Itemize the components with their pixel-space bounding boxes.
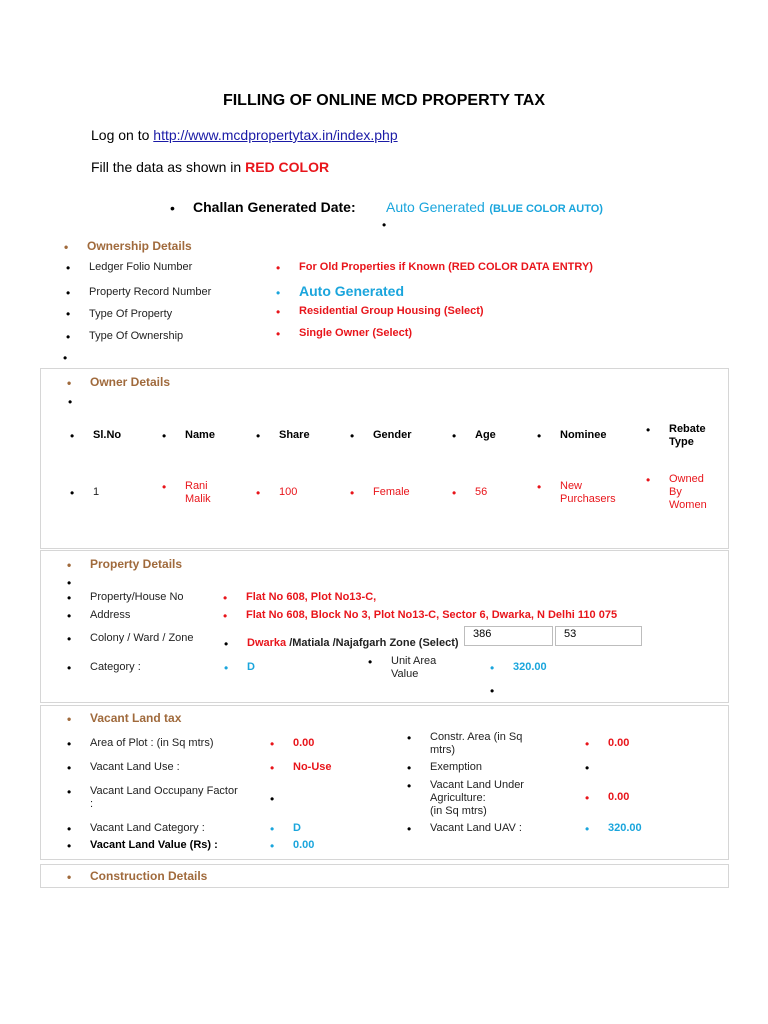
bullet: •: [67, 761, 72, 775]
bullet: •: [162, 480, 167, 494]
property-record-label: Property Record Number: [89, 286, 212, 298]
bullet: •: [270, 822, 275, 836]
bullet: •: [382, 218, 387, 232]
vacant-heading: Vacant Land tax: [90, 711, 182, 725]
bullet: •: [67, 839, 72, 853]
ward-input[interactable]: 386: [464, 626, 553, 646]
land-category-label: Vacant Land Category :: [90, 822, 205, 834]
house-no-value[interactable]: Flat No 608, Plot No13-C,: [246, 591, 377, 603]
land-uav-label: Vacant Land UAV :: [430, 822, 522, 834]
address-value[interactable]: Flat No 608, Block No 3, Plot No13-C, Sector 6, Dwarka, N Delhi 110 075: [246, 609, 618, 621]
bullet: •: [350, 429, 355, 443]
bullet: •: [407, 779, 412, 793]
col-share: Share: [279, 429, 310, 441]
cell-age[interactable]: 56: [475, 486, 488, 498]
bullet: •: [224, 637, 229, 651]
bullet: •: [350, 486, 355, 500]
challan-label: Challan Generated Date:: [193, 199, 356, 215]
category-label: Category :: [90, 661, 141, 673]
land-use-label: Vacant Land Use :: [90, 761, 180, 773]
land-uav-value: 320.00: [608, 822, 642, 834]
construction-heading: Construction Details: [90, 869, 208, 883]
occupancy-factor-label: Vacant Land Occupany Factor :: [90, 785, 238, 810]
type-property-label: Type Of Property: [89, 308, 173, 320]
bullet: •: [63, 351, 68, 365]
bullet: •: [270, 737, 275, 751]
plot-area-label: Area of Plot : (in Sq mtrs): [90, 737, 214, 749]
ledger-folio-label: Ledger Folio Number: [89, 261, 193, 273]
colony-rest: /Matiala /Najafgarh Zone (Select): [286, 637, 459, 649]
col-age: Age: [475, 429, 496, 441]
zone-input[interactable]: 53: [555, 626, 642, 646]
property-record-value: Auto Generated: [299, 283, 405, 299]
bullet: •: [70, 429, 75, 443]
agriculture-label: Vacant Land Under Agriculture: (in Sq mtrs): [430, 779, 524, 817]
bullet: •: [67, 785, 72, 799]
bullet: •: [537, 429, 542, 443]
agriculture-value[interactable]: 0.00: [608, 791, 630, 803]
bullet: •: [66, 286, 71, 300]
bullet: •: [452, 429, 457, 443]
bullet: •: [585, 791, 590, 805]
bullet: •: [68, 395, 73, 409]
type-property-select[interactable]: Residential Group Housing (Select): [299, 305, 484, 317]
type-ownership-select[interactable]: Single Owner (Select): [299, 327, 413, 339]
unit-area-value-label: Unit Area Value: [391, 655, 437, 680]
col-rebate-type: Rebate Type: [669, 423, 706, 448]
bullet: •: [162, 429, 167, 443]
bullet: •: [67, 632, 72, 646]
unit-area-value: 320.00: [513, 661, 547, 673]
cell-nominee[interactable]: New Purchasers: [560, 480, 616, 505]
bullet: •: [67, 376, 72, 390]
bullet: •: [170, 200, 175, 216]
bullet: •: [407, 822, 412, 836]
cell-share[interactable]: 100: [279, 486, 298, 498]
colony-label: Colony / Ward / Zone: [90, 632, 194, 644]
bullet: •: [646, 473, 651, 487]
bullet: •: [585, 822, 590, 836]
bullet: •: [67, 576, 72, 590]
bullet: •: [537, 480, 542, 494]
mcd-link[interactable]: http://www.mcdpropertytax.in/index.php: [153, 127, 398, 143]
constr-area-value[interactable]: 0.00: [608, 737, 630, 749]
fill-instruction: [91, 159, 329, 175]
house-no-label: Property/House No: [90, 591, 184, 603]
bullet: •: [67, 737, 72, 751]
log-on-line: [91, 127, 398, 143]
property-heading: Property Details: [90, 557, 183, 571]
page-title: FILLING OF ONLINE MCD PROPERTY TAX: [222, 92, 546, 109]
bullet: •: [490, 684, 495, 698]
bullet: •: [67, 822, 72, 836]
ledger-folio-value[interactable]: For Old Properties if Known (RED COLOR DATA ENTRY): [299, 261, 593, 273]
bullet: •: [270, 761, 275, 775]
bullet: •: [407, 761, 412, 775]
bullet: •: [224, 661, 229, 675]
vacant-land-panel: [40, 705, 729, 860]
col-nominee: Nominee: [560, 429, 607, 441]
bullet: •: [223, 591, 228, 605]
log-on-prefix: Log on to: [91, 127, 154, 143]
bullet: •: [646, 423, 651, 437]
address-label: Address: [90, 609, 131, 621]
fill-red-text: RED COLOR: [245, 159, 330, 175]
bullet: •: [276, 327, 281, 341]
bullet: •: [256, 486, 261, 500]
owner-details-panel: [40, 368, 729, 549]
plot-area-value[interactable]: 0.00: [293, 737, 315, 749]
bullet: •: [67, 712, 72, 726]
bullet: •: [64, 240, 69, 254]
bullet: •: [276, 261, 281, 275]
bullet: •: [276, 305, 281, 319]
col-gender: Gender: [373, 429, 412, 441]
bullet: •: [452, 486, 457, 500]
exemption-label: Exemption: [430, 761, 482, 773]
colony-select[interactable]: [247, 637, 459, 649]
bullet: •: [407, 731, 412, 745]
fill-prefix: Fill the data as shown in: [91, 159, 246, 175]
owner-heading: Owner Details: [90, 375, 171, 389]
bullet: •: [270, 839, 275, 853]
land-use-value[interactable]: No-Use: [293, 761, 332, 773]
challan-note: (BLUE COLOR AUTO): [489, 203, 603, 215]
category-value: D: [247, 661, 255, 673]
cell-slno: 1: [93, 486, 100, 498]
bullet: •: [67, 661, 72, 675]
bullet: •: [270, 792, 275, 806]
bullet: •: [368, 655, 373, 669]
bullet: •: [585, 761, 590, 775]
colony-red: Dwarka: [247, 637, 287, 649]
ownership-heading: Ownership Details: [87, 239, 192, 253]
bullet: •: [276, 286, 281, 300]
bullet: •: [66, 330, 71, 344]
bullet: •: [67, 591, 72, 605]
type-ownership-label: Type Of Ownership: [89, 330, 184, 342]
bullet: •: [70, 486, 75, 500]
bullet: •: [66, 261, 71, 275]
bullet: •: [67, 609, 72, 623]
col-name: Name: [185, 429, 215, 441]
land-value-value: 0.00: [293, 839, 315, 851]
cell-gender[interactable]: Female: [373, 486, 410, 498]
bullet: •: [256, 429, 261, 443]
constr-area-label: Constr. Area (in Sq mtrs): [430, 731, 523, 756]
land-value-label: Vacant Land Value (Rs) :: [90, 839, 218, 851]
col-slno: Sl.No: [93, 429, 122, 441]
challan-auto: Auto Generated: [386, 199, 485, 215]
bullet: •: [490, 661, 495, 675]
bullet: •: [223, 609, 228, 623]
bullet: •: [67, 870, 72, 884]
bullet: •: [585, 737, 590, 751]
land-category-value: D: [293, 822, 301, 834]
challan-value: [386, 199, 603, 217]
bullet: •: [67, 558, 72, 572]
bullet: •: [66, 307, 71, 321]
cell-name[interactable]: Rani Malik: [185, 480, 211, 505]
cell-rebate-type[interactable]: Owned By Women: [669, 473, 707, 511]
